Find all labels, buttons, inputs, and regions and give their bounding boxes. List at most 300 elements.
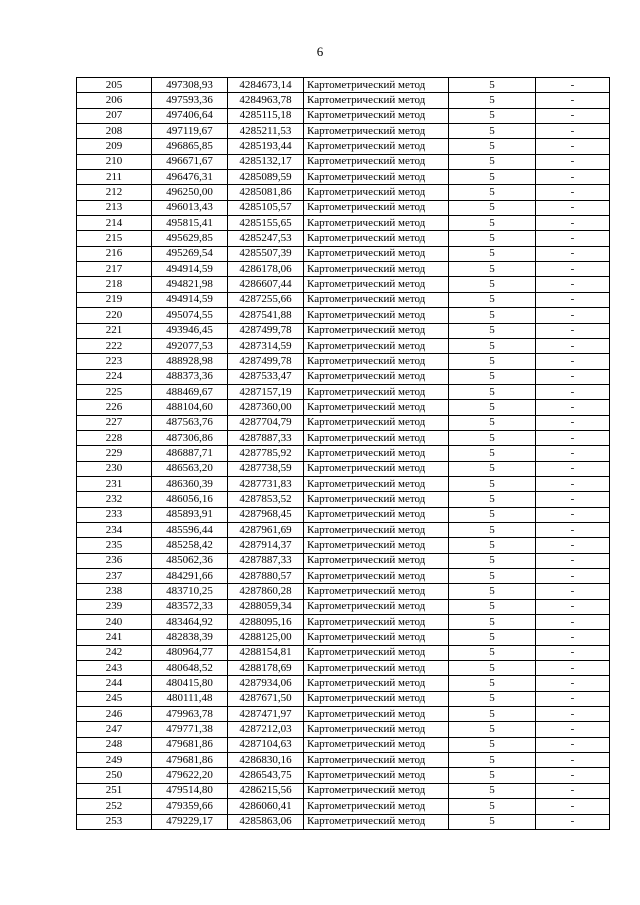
method-cell: Картометрический метод — [304, 369, 449, 384]
method-cell: Картометрический метод — [304, 415, 449, 430]
accuracy-cell: 5 — [449, 139, 536, 154]
point-number-cell: 252 — [77, 799, 152, 814]
point-number-cell: 209 — [77, 139, 152, 154]
table-row — [77, 185, 610, 200]
x-coordinate-cell: 479963,78 — [152, 707, 228, 722]
accuracy-cell: 5 — [449, 645, 536, 660]
method-cell: Картометрический метод — [304, 737, 449, 752]
accuracy-cell: 5 — [449, 262, 536, 277]
description-cell: - — [536, 308, 610, 323]
y-coordinate-cell: 4287914,37 — [228, 538, 304, 553]
method-cell: Картометрический метод — [304, 522, 449, 537]
y-coordinate-cell: 4287499,78 — [228, 323, 304, 338]
y-coordinate-cell: 4288154,81 — [228, 645, 304, 660]
description-cell: - — [536, 323, 610, 338]
x-coordinate-cell: 496250,00 — [152, 185, 228, 200]
y-coordinate-cell: 4285155,65 — [228, 216, 304, 231]
method-cell: Картометрический метод — [304, 338, 449, 353]
description-cell: - — [536, 430, 610, 445]
point-number-cell: 223 — [77, 354, 152, 369]
table-row — [77, 216, 610, 231]
table-row — [77, 292, 610, 307]
accuracy-cell: 5 — [449, 799, 536, 814]
description-cell: - — [536, 553, 610, 568]
point-number-cell: 247 — [77, 722, 152, 737]
x-coordinate-cell: 495629,85 — [152, 231, 228, 246]
table-row — [77, 384, 610, 399]
table-row — [77, 461, 610, 476]
point-number-cell: 239 — [77, 599, 152, 614]
point-number-cell: 233 — [77, 507, 152, 522]
table-row — [77, 246, 610, 261]
accuracy-cell: 5 — [449, 185, 536, 200]
point-number-cell: 215 — [77, 231, 152, 246]
coordinates-table — [76, 77, 610, 830]
point-number-cell: 212 — [77, 185, 152, 200]
description-cell: - — [536, 722, 610, 737]
method-cell: Картометрический метод — [304, 615, 449, 630]
point-number-cell: 226 — [77, 400, 152, 415]
table-row — [77, 538, 610, 553]
x-coordinate-cell: 483710,25 — [152, 584, 228, 599]
y-coordinate-cell: 4287255,66 — [228, 292, 304, 307]
method-cell: Картометрический метод — [304, 354, 449, 369]
method-cell: Картометрический метод — [304, 308, 449, 323]
table-row — [77, 645, 610, 660]
y-coordinate-cell: 4288095,16 — [228, 615, 304, 630]
y-coordinate-cell: 4287853,52 — [228, 492, 304, 507]
table-row — [77, 93, 610, 108]
method-cell: Картометрический метод — [304, 231, 449, 246]
x-coordinate-cell: 483464,92 — [152, 615, 228, 630]
accuracy-cell: 5 — [449, 415, 536, 430]
x-coordinate-cell: 494821,98 — [152, 277, 228, 292]
x-coordinate-cell: 496476,31 — [152, 170, 228, 185]
method-cell: Картометрический метод — [304, 246, 449, 261]
y-coordinate-cell: 4287314,59 — [228, 338, 304, 353]
accuracy-cell: 5 — [449, 170, 536, 185]
accuracy-cell: 5 — [449, 522, 536, 537]
y-coordinate-cell: 4285863,06 — [228, 814, 304, 829]
accuracy-cell: 5 — [449, 538, 536, 553]
y-coordinate-cell: 4287961,69 — [228, 522, 304, 537]
method-cell: Картометрический метод — [304, 538, 449, 553]
method-cell: Картометрический метод — [304, 722, 449, 737]
table-row — [77, 369, 610, 384]
y-coordinate-cell: 4285247,53 — [228, 231, 304, 246]
point-number-cell: 236 — [77, 553, 152, 568]
description-cell: - — [536, 292, 610, 307]
method-cell: Картометрический метод — [304, 124, 449, 139]
point-number-cell: 222 — [77, 338, 152, 353]
description-cell: - — [536, 569, 610, 584]
x-coordinate-cell: 479514,80 — [152, 783, 228, 798]
y-coordinate-cell: 4287104,63 — [228, 737, 304, 752]
x-coordinate-cell: 480648,52 — [152, 661, 228, 676]
x-coordinate-cell: 483572,33 — [152, 599, 228, 614]
y-coordinate-cell: 4288059,34 — [228, 599, 304, 614]
point-number-cell: 211 — [77, 170, 152, 185]
table-row — [77, 722, 610, 737]
accuracy-cell: 5 — [449, 630, 536, 645]
y-coordinate-cell: 4285081,86 — [228, 185, 304, 200]
accuracy-cell: 5 — [449, 584, 536, 599]
description-cell: - — [536, 170, 610, 185]
method-cell: Картометрический метод — [304, 768, 449, 783]
accuracy-cell: 5 — [449, 661, 536, 676]
method-cell: Картометрический метод — [304, 323, 449, 338]
point-number-cell: 244 — [77, 676, 152, 691]
description-cell: - — [536, 446, 610, 461]
accuracy-cell: 5 — [449, 599, 536, 614]
y-coordinate-cell: 4285105,57 — [228, 200, 304, 215]
x-coordinate-cell: 482838,39 — [152, 630, 228, 645]
accuracy-cell: 5 — [449, 569, 536, 584]
method-cell: Картометрический метод — [304, 185, 449, 200]
table-row — [77, 170, 610, 185]
table-row — [77, 400, 610, 415]
point-number-cell: 207 — [77, 108, 152, 123]
table-row — [77, 476, 610, 491]
method-cell: Картометрический метод — [304, 200, 449, 215]
y-coordinate-cell: 4287704,79 — [228, 415, 304, 430]
table-row — [77, 415, 610, 430]
table-row — [77, 691, 610, 706]
description-cell: - — [536, 814, 610, 829]
table-row — [77, 814, 610, 829]
x-coordinate-cell: 479622,20 — [152, 768, 228, 783]
accuracy-cell: 5 — [449, 446, 536, 461]
y-coordinate-cell: 4287968,45 — [228, 507, 304, 522]
table-row — [77, 676, 610, 691]
table-row — [77, 507, 610, 522]
point-number-cell: 240 — [77, 615, 152, 630]
description-cell: - — [536, 737, 610, 752]
accuracy-cell: 5 — [449, 768, 536, 783]
description-cell: - — [536, 338, 610, 353]
accuracy-cell: 5 — [449, 814, 536, 829]
table-row — [77, 277, 610, 292]
accuracy-cell: 5 — [449, 93, 536, 108]
description-cell: - — [536, 231, 610, 246]
description-cell: - — [536, 108, 610, 123]
method-cell: Картометрический метод — [304, 553, 449, 568]
description-cell: - — [536, 615, 610, 630]
accuracy-cell: 5 — [449, 108, 536, 123]
x-coordinate-cell: 487563,76 — [152, 415, 228, 430]
method-cell: Картометрический метод — [304, 691, 449, 706]
y-coordinate-cell: 4287887,33 — [228, 553, 304, 568]
accuracy-cell: 5 — [449, 783, 536, 798]
x-coordinate-cell: 480111,48 — [152, 691, 228, 706]
point-number-cell: 227 — [77, 415, 152, 430]
x-coordinate-cell: 479681,86 — [152, 737, 228, 752]
table-row — [77, 584, 610, 599]
accuracy-cell: 5 — [449, 292, 536, 307]
y-coordinate-cell: 4287541,88 — [228, 308, 304, 323]
point-number-cell: 217 — [77, 262, 152, 277]
table-row — [77, 323, 610, 338]
method-cell: Картометрический метод — [304, 108, 449, 123]
y-coordinate-cell: 4285211,53 — [228, 124, 304, 139]
table-row — [77, 78, 610, 93]
accuracy-cell: 5 — [449, 78, 536, 93]
method-cell: Картометрический метод — [304, 584, 449, 599]
x-coordinate-cell: 479359,66 — [152, 799, 228, 814]
table-row — [77, 231, 610, 246]
method-cell: Картометрический метод — [304, 139, 449, 154]
method-cell: Картометрический метод — [304, 476, 449, 491]
x-coordinate-cell: 497593,36 — [152, 93, 228, 108]
x-coordinate-cell: 487306,86 — [152, 430, 228, 445]
table-row — [77, 308, 610, 323]
x-coordinate-cell: 488104,60 — [152, 400, 228, 415]
x-coordinate-cell: 480964,77 — [152, 645, 228, 660]
x-coordinate-cell: 495815,41 — [152, 216, 228, 231]
y-coordinate-cell: 4287738,59 — [228, 461, 304, 476]
x-coordinate-cell: 495074,55 — [152, 308, 228, 323]
table-row — [77, 599, 610, 614]
table-row — [77, 154, 610, 169]
description-cell: - — [536, 630, 610, 645]
description-cell: - — [536, 415, 610, 430]
description-cell: - — [536, 461, 610, 476]
x-coordinate-cell: 488928,98 — [152, 354, 228, 369]
description-cell: - — [536, 354, 610, 369]
table-row — [77, 492, 610, 507]
method-cell: Картометрический метод — [304, 707, 449, 722]
coordinates-table-body — [77, 78, 610, 830]
description-cell: - — [536, 584, 610, 599]
table-row — [77, 430, 610, 445]
accuracy-cell: 5 — [449, 216, 536, 231]
accuracy-cell: 5 — [449, 691, 536, 706]
point-number-cell: 245 — [77, 691, 152, 706]
y-coordinate-cell: 4286830,16 — [228, 753, 304, 768]
y-coordinate-cell: 4287860,28 — [228, 584, 304, 599]
point-number-cell: 225 — [77, 384, 152, 399]
x-coordinate-cell: 494914,59 — [152, 292, 228, 307]
point-number-cell: 206 — [77, 93, 152, 108]
accuracy-cell: 5 — [449, 722, 536, 737]
accuracy-cell: 5 — [449, 154, 536, 169]
description-cell: - — [536, 246, 610, 261]
method-cell: Картометрический метод — [304, 400, 449, 415]
x-coordinate-cell: 488373,36 — [152, 369, 228, 384]
method-cell: Картометрический метод — [304, 599, 449, 614]
x-coordinate-cell: 485596,44 — [152, 522, 228, 537]
description-cell: - — [536, 139, 610, 154]
table-row — [77, 707, 610, 722]
method-cell: Картометрический метод — [304, 661, 449, 676]
x-coordinate-cell: 497119,67 — [152, 124, 228, 139]
table-row — [77, 661, 610, 676]
accuracy-cell: 5 — [449, 492, 536, 507]
accuracy-cell: 5 — [449, 338, 536, 353]
y-coordinate-cell: 4286178,06 — [228, 262, 304, 277]
x-coordinate-cell: 486887,71 — [152, 446, 228, 461]
table-row — [77, 522, 610, 537]
method-cell: Картометрический метод — [304, 384, 449, 399]
x-coordinate-cell: 496671,67 — [152, 154, 228, 169]
description-cell: - — [536, 538, 610, 553]
point-number-cell: 232 — [77, 492, 152, 507]
x-coordinate-cell: 493946,45 — [152, 323, 228, 338]
table-row — [77, 446, 610, 461]
point-number-cell: 229 — [77, 446, 152, 461]
point-number-cell: 237 — [77, 569, 152, 584]
y-coordinate-cell: 4286607,44 — [228, 277, 304, 292]
accuracy-cell: 5 — [449, 553, 536, 568]
method-cell: Картометрический метод — [304, 783, 449, 798]
x-coordinate-cell: 479229,17 — [152, 814, 228, 829]
point-number-cell: 219 — [77, 292, 152, 307]
x-coordinate-cell: 497406,64 — [152, 108, 228, 123]
point-number-cell: 253 — [77, 814, 152, 829]
table-row — [77, 108, 610, 123]
y-coordinate-cell: 4285507,39 — [228, 246, 304, 261]
y-coordinate-cell: 4284963,78 — [228, 93, 304, 108]
point-number-cell: 248 — [77, 737, 152, 752]
description-cell: - — [536, 400, 610, 415]
y-coordinate-cell: 4287934,06 — [228, 676, 304, 691]
method-cell: Картометрический метод — [304, 170, 449, 185]
accuracy-cell: 5 — [449, 476, 536, 491]
point-number-cell: 243 — [77, 661, 152, 676]
y-coordinate-cell: 4284673,14 — [228, 78, 304, 93]
description-cell: - — [536, 384, 610, 399]
table-row — [77, 338, 610, 353]
x-coordinate-cell: 488469,67 — [152, 384, 228, 399]
method-cell: Картометрический метод — [304, 630, 449, 645]
method-cell: Картометрический метод — [304, 569, 449, 584]
description-cell: - — [536, 78, 610, 93]
point-number-cell: 230 — [77, 461, 152, 476]
table-row — [77, 354, 610, 369]
point-number-cell: 218 — [77, 277, 152, 292]
x-coordinate-cell: 485893,91 — [152, 507, 228, 522]
y-coordinate-cell: 4288178,69 — [228, 661, 304, 676]
description-cell: - — [536, 707, 610, 722]
accuracy-cell: 5 — [449, 615, 536, 630]
description-cell: - — [536, 369, 610, 384]
description-cell: - — [536, 661, 610, 676]
point-number-cell: 224 — [77, 369, 152, 384]
table-row — [77, 768, 610, 783]
y-coordinate-cell: 4286543,75 — [228, 768, 304, 783]
y-coordinate-cell: 4285089,59 — [228, 170, 304, 185]
table-row — [77, 615, 610, 630]
point-number-cell: 221 — [77, 323, 152, 338]
description-cell: - — [536, 799, 610, 814]
y-coordinate-cell: 4287212,03 — [228, 722, 304, 737]
accuracy-cell: 5 — [449, 400, 536, 415]
point-number-cell: 216 — [77, 246, 152, 261]
accuracy-cell: 5 — [449, 354, 536, 369]
description-cell: - — [536, 645, 610, 660]
table-row — [77, 753, 610, 768]
description-cell: - — [536, 154, 610, 169]
accuracy-cell: 5 — [449, 124, 536, 139]
point-number-cell: 205 — [77, 78, 152, 93]
point-number-cell: 213 — [77, 200, 152, 215]
point-number-cell: 235 — [77, 538, 152, 553]
y-coordinate-cell: 4287533,47 — [228, 369, 304, 384]
method-cell: Картометрический метод — [304, 93, 449, 108]
y-coordinate-cell: 4287471,97 — [228, 707, 304, 722]
point-number-cell: 246 — [77, 707, 152, 722]
method-cell: Картометрический метод — [304, 799, 449, 814]
x-coordinate-cell: 496865,85 — [152, 139, 228, 154]
table-row — [77, 630, 610, 645]
accuracy-cell: 5 — [449, 507, 536, 522]
accuracy-cell: 5 — [449, 308, 536, 323]
y-coordinate-cell: 4287157,19 — [228, 384, 304, 399]
method-cell: Картометрический метод — [304, 277, 449, 292]
point-number-cell: 250 — [77, 768, 152, 783]
x-coordinate-cell: 486360,39 — [152, 476, 228, 491]
description-cell: - — [536, 476, 610, 491]
description-cell: - — [536, 599, 610, 614]
point-number-cell: 234 — [77, 522, 152, 537]
accuracy-cell: 5 — [449, 707, 536, 722]
point-number-cell: 242 — [77, 645, 152, 660]
x-coordinate-cell: 485258,42 — [152, 538, 228, 553]
description-cell: - — [536, 507, 610, 522]
point-number-cell: 238 — [77, 584, 152, 599]
method-cell: Картометрический метод — [304, 292, 449, 307]
description-cell: - — [536, 783, 610, 798]
page-number: 6 — [316, 44, 324, 59]
accuracy-cell: 5 — [449, 384, 536, 399]
y-coordinate-cell: 4287499,78 — [228, 354, 304, 369]
method-cell: Картометрический метод — [304, 753, 449, 768]
point-number-cell: 241 — [77, 630, 152, 645]
x-coordinate-cell: 492077,53 — [152, 338, 228, 353]
table-row — [77, 262, 610, 277]
x-coordinate-cell: 495269,54 — [152, 246, 228, 261]
y-coordinate-cell: 4287731,83 — [228, 476, 304, 491]
y-coordinate-cell: 4287785,92 — [228, 446, 304, 461]
method-cell: Картометрический метод — [304, 216, 449, 231]
description-cell: - — [536, 691, 610, 706]
y-coordinate-cell: 4286060,41 — [228, 799, 304, 814]
point-number-cell: 208 — [77, 124, 152, 139]
description-cell: - — [536, 124, 610, 139]
y-coordinate-cell: 4287880,57 — [228, 569, 304, 584]
x-coordinate-cell: 497308,93 — [152, 78, 228, 93]
accuracy-cell: 5 — [449, 737, 536, 752]
description-cell: - — [536, 768, 610, 783]
method-cell: Картометрический метод — [304, 262, 449, 277]
accuracy-cell: 5 — [449, 200, 536, 215]
table-row — [77, 139, 610, 154]
description-cell: - — [536, 93, 610, 108]
accuracy-cell: 5 — [449, 676, 536, 691]
x-coordinate-cell: 496013,43 — [152, 200, 228, 215]
x-coordinate-cell: 480415,80 — [152, 676, 228, 691]
accuracy-cell: 5 — [449, 323, 536, 338]
accuracy-cell: 5 — [449, 277, 536, 292]
accuracy-cell: 5 — [449, 461, 536, 476]
accuracy-cell: 5 — [449, 369, 536, 384]
accuracy-cell: 5 — [449, 246, 536, 261]
x-coordinate-cell: 485062,36 — [152, 553, 228, 568]
point-number-cell: 214 — [77, 216, 152, 231]
method-cell: Картометрический метод — [304, 154, 449, 169]
y-coordinate-cell: 4285132,17 — [228, 154, 304, 169]
point-number-cell: 249 — [77, 753, 152, 768]
